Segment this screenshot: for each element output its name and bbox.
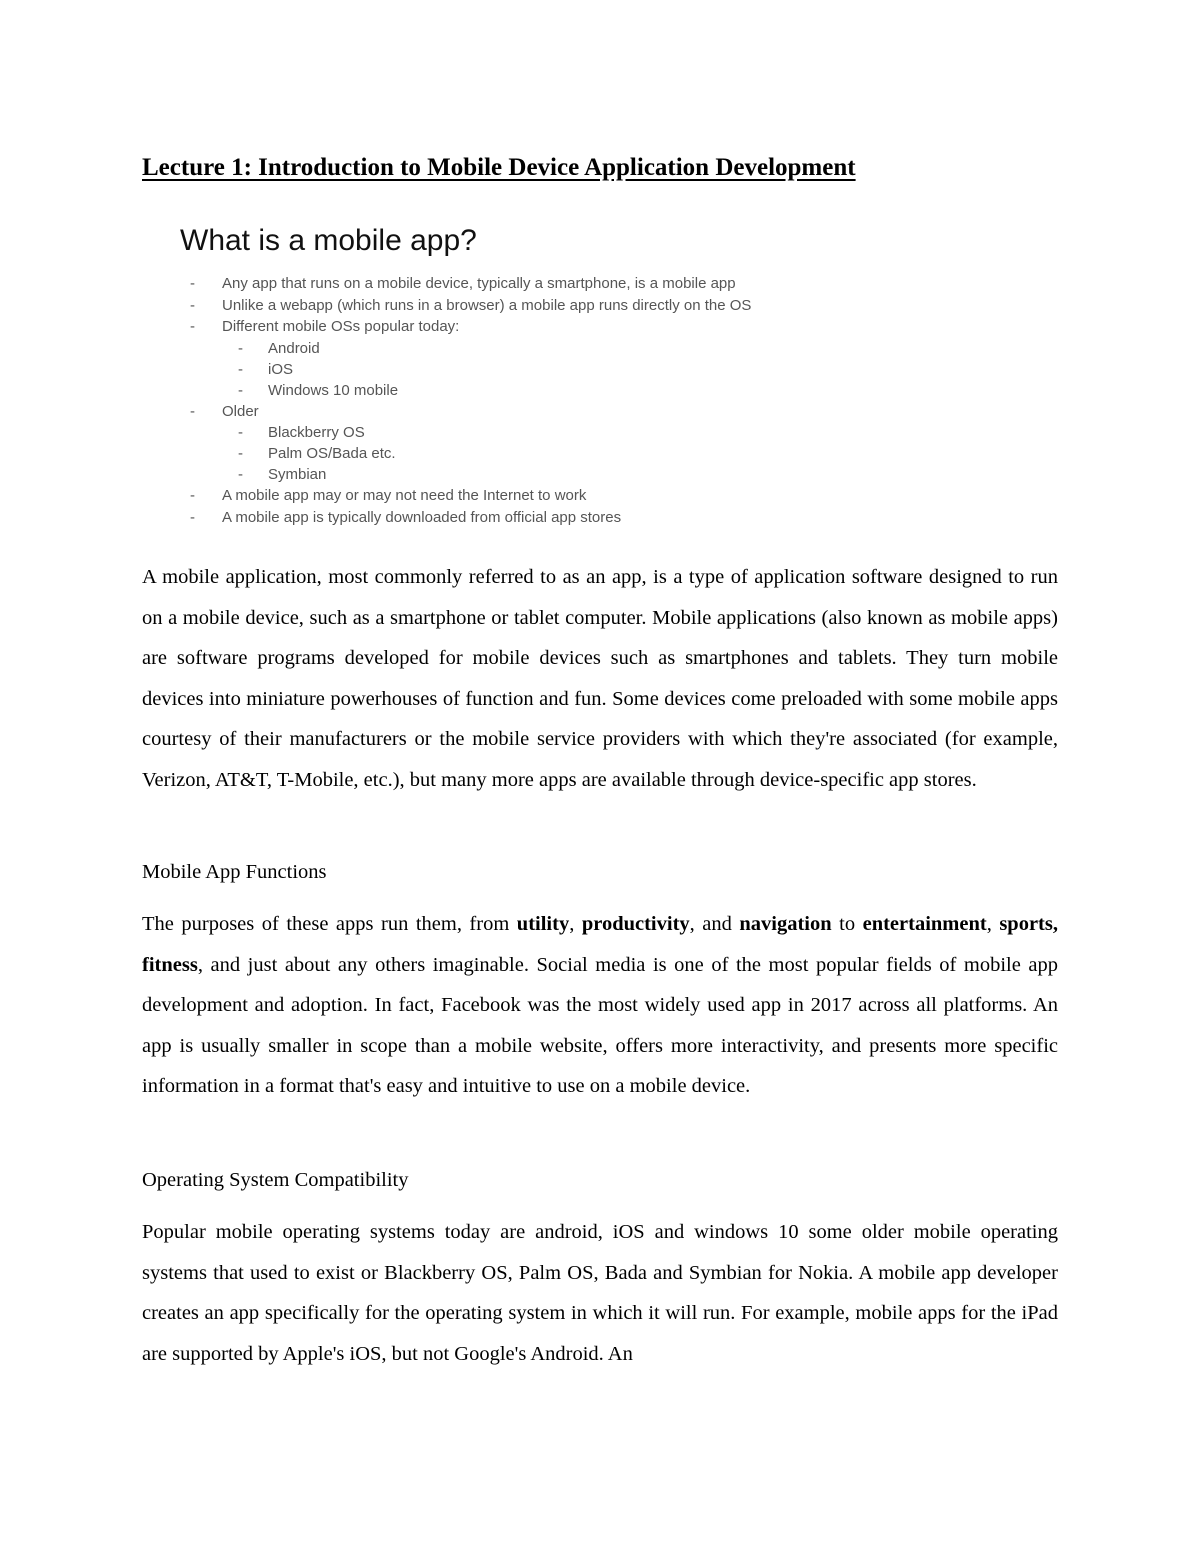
slide-bullet: - Different mobile OSs popular today: bbox=[180, 316, 980, 338]
slide-bullet-list bbox=[180, 273, 980, 528]
slide-bullet: - A mobile app may or may not need the Internet to work bbox=[180, 485, 980, 507]
slide-sub-bullet: - Android bbox=[180, 338, 980, 359]
text-run: , and bbox=[689, 913, 740, 935]
slide-bullet: - Any app that runs on a mobile device, typically a smartphone, is a mobile app bbox=[180, 273, 980, 295]
bold-term: utility bbox=[516, 913, 570, 935]
bold-term: sports, fitness bbox=[142, 913, 1058, 976]
compatibility-paragraph: Popular mobile operating systems today are android, iOS and windows 10 some older mobile operating systems that used to exist or Blackberry OS, Palm OS, Bada and Symbian for Nokia. A mobile app developer creates an app specifically for the operating system in which it will run. For example, mobile apps for the iPad are supported by Apple's iOS, but not Google's Android. An bbox=[142, 1221, 1058, 1365]
bold-term: entertainment bbox=[862, 913, 987, 935]
slide-sub-bullet: - Windows 10 mobile bbox=[180, 380, 980, 401]
text-run: , bbox=[569, 913, 582, 935]
slide-bullet: - A mobile app is typically downloaded from official app stores bbox=[180, 507, 980, 529]
slide-sub-bullet: - Symbian bbox=[180, 464, 980, 485]
bold-term: navigation bbox=[739, 913, 832, 935]
text-run: , bbox=[986, 913, 1000, 935]
slide-title: What is a mobile app? bbox=[180, 224, 477, 257]
text-run: to bbox=[831, 913, 863, 935]
text-run: , and just about any others imaginable. Social media is one of the most popular fields of mobile app development and adoption. In fact, Facebook was the most widely used app in 2017 across all platforms. An app is usually smaller in scope than a mobile website, offers more interactivity, and presents more specific information in a format that's easy and intuitive to use on a mobile device. bbox=[142, 953, 1058, 1098]
slide-sub-bullet: - Blackberry OS bbox=[180, 422, 980, 443]
bold-term: productivity bbox=[581, 913, 690, 935]
functions-paragraph bbox=[142, 904, 1058, 1107]
slide-sub-bullet: - Palm OS/Bada etc. bbox=[180, 443, 980, 464]
text-run: The purposes of these apps run them, from bbox=[142, 913, 517, 935]
section-heading-functions: Mobile App Functions bbox=[142, 861, 327, 883]
slide-image bbox=[180, 222, 980, 528]
slide-bullet: - Unlike a webapp (which runs in a browser) a mobile app runs directly on the OS bbox=[180, 295, 980, 317]
slide-sub-bullet: - iOS bbox=[180, 359, 980, 380]
section-heading-compatibility: Operating System Compatibility bbox=[142, 1169, 409, 1191]
document-title: Lecture 1: Introduction to Mobile Device Application Development bbox=[142, 154, 856, 181]
slide-bullet: - Older bbox=[180, 401, 980, 423]
intro-paragraph: A mobile application, most commonly referred to as an app, is a type of application software designed to run on a mobile device, such as a smartphone or tablet computer. Mobile applications (also known as mobile apps) are software programs developed for mobile devices such as smartphones and tablets. They turn mobile devices into miniature powerhouses of function and fun. Some devices come preloaded with some mobile apps courtesy of their manufacturers or the mobile service providers with which they're associated (for example, Verizon, AT&T, T-Mobile, etc.), but many more apps are available through device-specific app stores. bbox=[142, 566, 1058, 791]
